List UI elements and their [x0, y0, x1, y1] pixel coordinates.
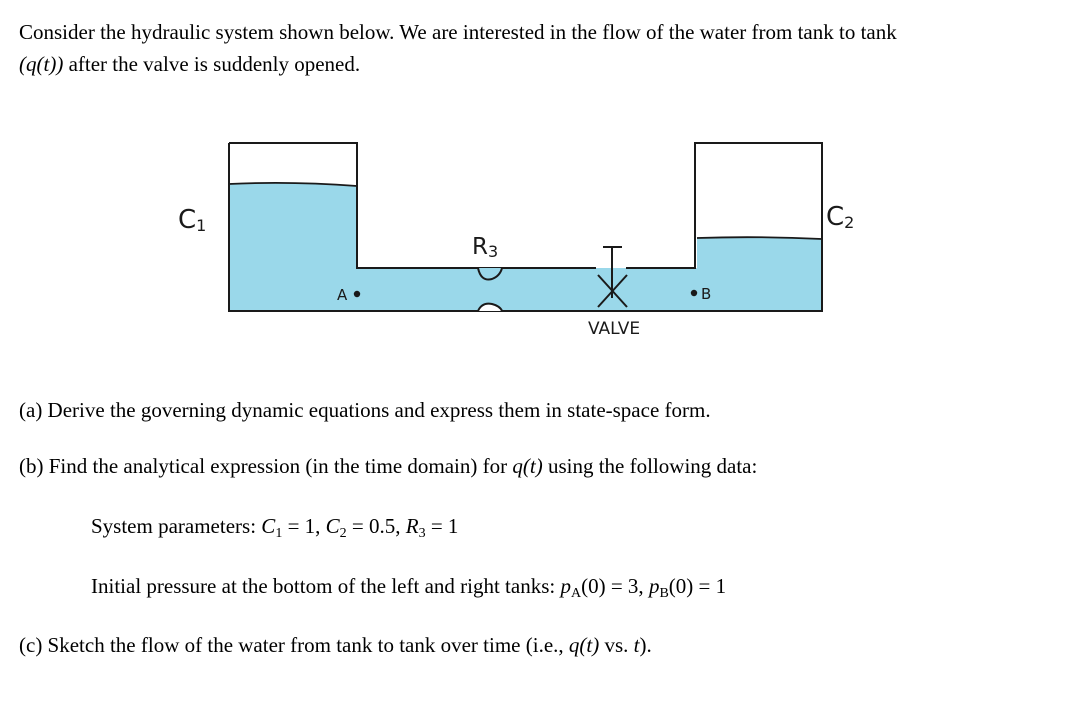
intro-line-2: (q(t)) after the valve is suddenly opened.	[19, 52, 361, 76]
label-c1: C1	[178, 205, 207, 235]
system-parameters: System parameters: $C_1 = 1$, $C_2 = 0.5$, $R_3 = 1$	[91, 514, 459, 541]
flow-symbol: (q(t))	[19, 52, 64, 76]
intro-line-1: Consider the hydraulic system shown below. We are interested in the flow of the water from tank to tank	[19, 20, 897, 44]
label-r3: R3	[472, 234, 499, 261]
part-c: (c) Sketch the flow of the water from tank to tank over time (i.e., q(t) vs. t).	[19, 633, 652, 657]
label-valve: VALVE	[588, 319, 641, 339]
label-c2: C2	[826, 202, 855, 232]
pipe-water	[463, 237, 822, 311]
label-a: A	[337, 286, 348, 304]
point-a-dot	[354, 291, 360, 297]
part-a: (a) Derive the governing dynamic equations and express them in state-space form.	[19, 398, 711, 422]
initial-pressure: Initial pressure at the bottom of the left and right tanks: $p_A(0) = 3$, $p_B(0) = 1$	[91, 574, 727, 601]
label-b: B	[701, 285, 712, 303]
part-b: (b) Find the analytical expression (in the time domain) for q(t) using the following data:	[19, 454, 758, 478]
point-b-dot	[691, 290, 697, 296]
